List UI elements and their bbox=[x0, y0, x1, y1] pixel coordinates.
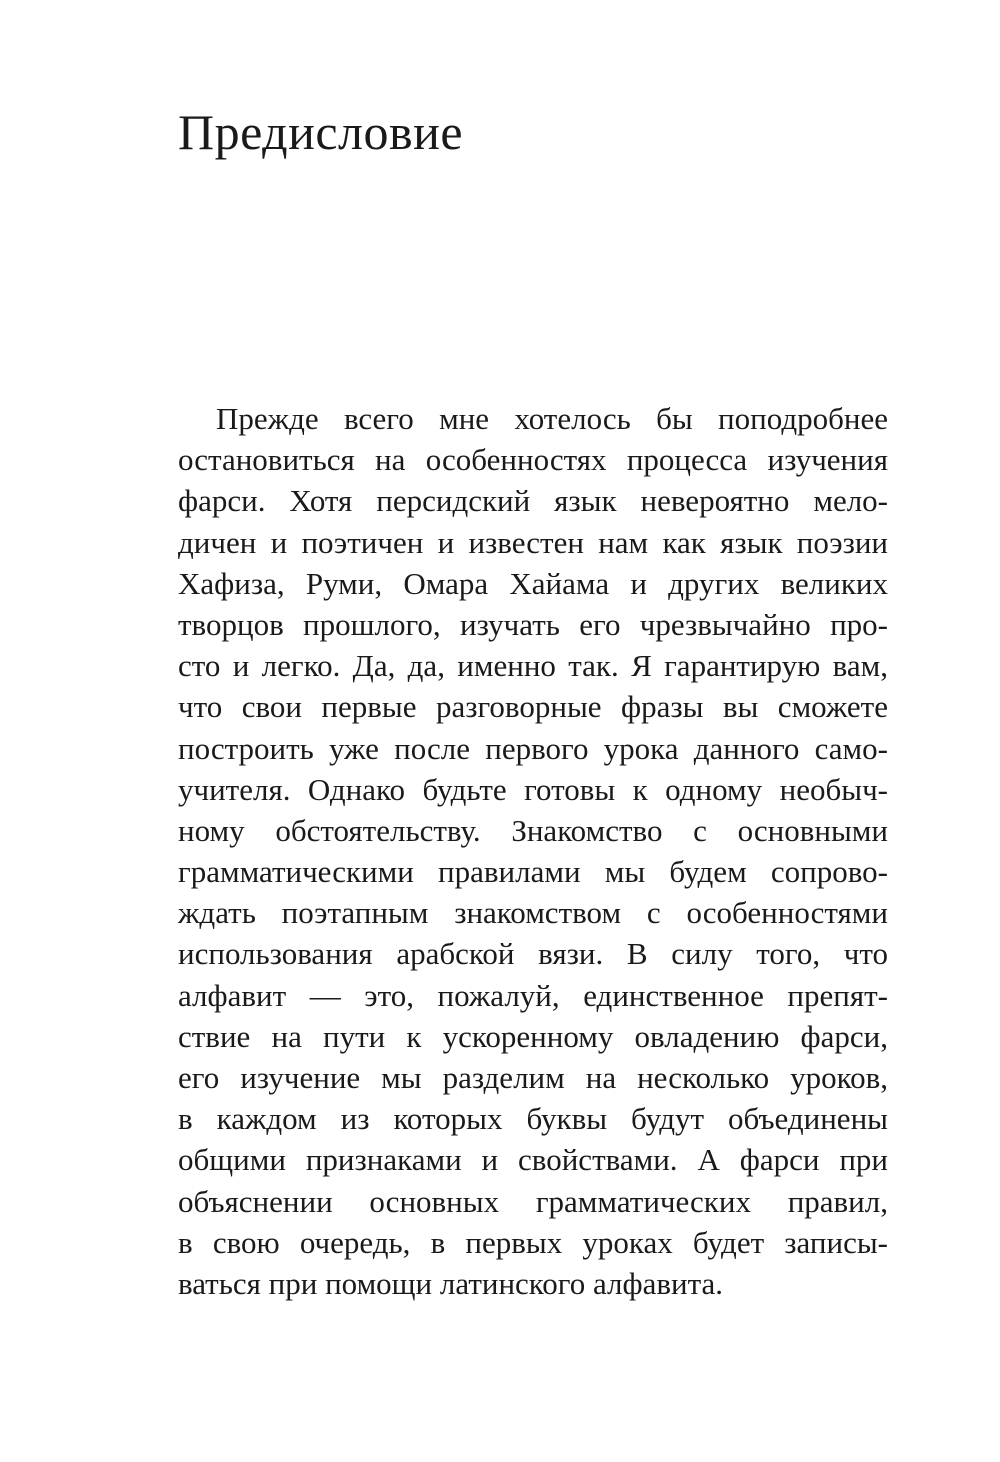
paragraph-line: ждать поэтапным знакомством с особенностями bbox=[178, 895, 888, 931]
paragraph-line: сто и легко. Да, да, именно так. Я гарантирую вам, bbox=[178, 648, 888, 684]
paragraph-line: остановиться на особенностях процесса изучения bbox=[178, 442, 888, 478]
paragraph-line: построить уже после первого урока данного само- bbox=[178, 730, 888, 766]
paragraph-line: что свои первые разговорные фразы вы сможете bbox=[178, 689, 888, 725]
paragraph-line: ному обстоятельству. Знакомство с основными bbox=[178, 812, 888, 848]
paragraph-line: творцов прошлого, изучать его чрезвычайно про- bbox=[178, 606, 888, 642]
paragraph-line: Хафиза, Руми, Омара Хайама и других великих bbox=[178, 565, 888, 601]
paragraph-line: грамматическими правилами мы будем сопрово- bbox=[178, 854, 888, 890]
paragraph-line: использования арабской вязи. В силу того, что bbox=[178, 936, 888, 972]
paragraph-line: алфавит — это, пожалуй, единственное препят- bbox=[178, 977, 888, 1013]
paragraph-line: ствие на пути к ускоренному овладению фарси, bbox=[178, 1018, 888, 1054]
preface-paragraph bbox=[178, 398, 888, 1304]
paragraph-line: его изучение мы разделим на несколько уроков, bbox=[178, 1060, 888, 1095]
paragraph-line: ваться при помощи латинского алфавита. bbox=[178, 1265, 723, 1301]
paragraph-line: в каждом из которых буквы будут объединены bbox=[178, 1101, 888, 1137]
paragraph-line: фарси. Хотя персидский язык невероятно мело- bbox=[178, 483, 888, 519]
paragraph-line: в свою очередь, в первых уроках будет записы- bbox=[178, 1224, 888, 1260]
paragraph-line: объяснении основных грамматических правил, bbox=[178, 1183, 888, 1219]
chapter-title: Предисловие bbox=[178, 104, 464, 160]
paragraph-line: Прежде всего мне хотелось бы поподробнее bbox=[216, 401, 888, 436]
paragraph-line: учителя. Однако будьте готовы к одному необыч- bbox=[178, 771, 888, 807]
paragraph-line: общими признаками и свойствами. А фарси при bbox=[178, 1142, 888, 1178]
paragraph-line: дичен и поэтичен и известен нам как язык поэзии bbox=[178, 524, 888, 560]
